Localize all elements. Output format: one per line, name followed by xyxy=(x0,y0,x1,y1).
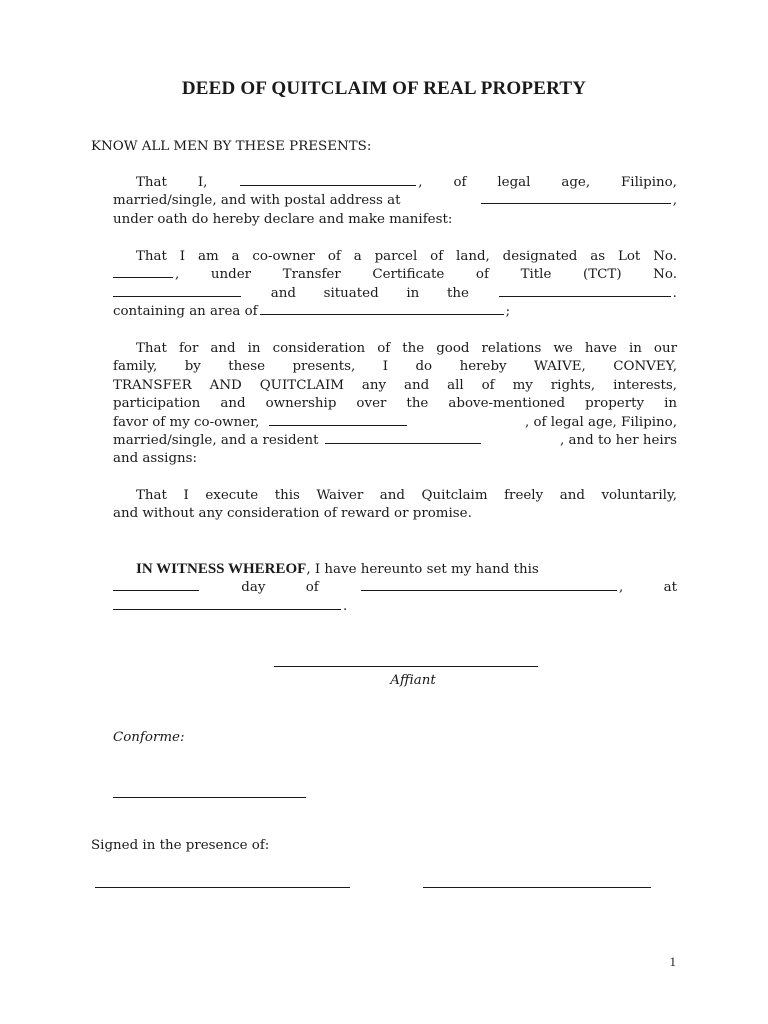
p2-word: of xyxy=(475,267,489,283)
affiant-signature-line xyxy=(274,666,538,667)
location-blank xyxy=(499,285,671,297)
p2-word: and xyxy=(270,285,296,301)
co-owner-name-blank xyxy=(269,414,407,426)
witness-period: . xyxy=(343,598,348,614)
opening-line: KNOW ALL MEN BY THESE PRESENTS: xyxy=(91,139,372,154)
p3-line5a: favor of my co-owner, xyxy=(113,414,260,430)
paragraph-voluntary xyxy=(113,487,677,524)
p2-word: Certificate xyxy=(372,267,445,283)
p1-word: legal xyxy=(497,175,531,190)
witnesses-label: Signed in the presence of: xyxy=(91,838,270,853)
conforme-label: Conforme: xyxy=(113,730,185,745)
p2-word: under xyxy=(210,267,252,283)
document-title: DEED OF QUITCLAIM OF REAL PROPERTY xyxy=(181,78,587,99)
p2-word: the xyxy=(447,285,469,301)
paragraph-witness xyxy=(113,560,677,616)
conforme-signature-line xyxy=(113,797,306,798)
p2-word: situated xyxy=(323,285,379,301)
p3-line7: and assigns: xyxy=(113,451,198,467)
witness-word: day xyxy=(241,580,266,596)
residence-blank xyxy=(325,432,481,444)
p2-word: in xyxy=(406,285,420,301)
paragraph-co-owner xyxy=(113,248,677,322)
p1-comma: , xyxy=(418,175,423,190)
p3-line6b: , and to her heirs xyxy=(560,433,677,449)
witness-word: at xyxy=(663,580,677,596)
p1-word: I, xyxy=(197,175,208,190)
place-blank xyxy=(113,598,341,610)
name-blank xyxy=(240,174,416,186)
witness-signature-line-1 xyxy=(95,887,350,888)
p1-comma: , xyxy=(672,193,677,209)
p4-line1: That I execute this Waiver and Quitclaim freely and voluntarily, xyxy=(136,488,677,503)
p2-word: No. xyxy=(653,267,677,283)
area-blank xyxy=(260,303,504,315)
p1-word: That xyxy=(136,175,167,190)
month-year-blank xyxy=(361,579,617,591)
p2-line4: containing an area of xyxy=(113,304,258,320)
lot-number-blank xyxy=(113,266,173,278)
p2-word: Transfer xyxy=(282,267,341,283)
tct-number-blank xyxy=(113,285,241,297)
witness-comma: , xyxy=(619,580,624,596)
p3-line2: family, by these presents, I do hereby WAIVE, CONVEY, xyxy=(113,359,677,375)
p1-word: age, xyxy=(561,175,591,190)
p1-word: of xyxy=(453,175,467,190)
p3-line6a: married/single, and a resident xyxy=(113,433,319,449)
p3-line4: participation and ownership over the above-mentioned property in xyxy=(113,396,677,412)
paragraph-waiver xyxy=(113,340,677,469)
affiant-label: Affiant xyxy=(390,673,436,688)
p2-semicolon: ; xyxy=(505,304,511,320)
witness-signature-line-2 xyxy=(423,887,651,888)
p2-word: Title xyxy=(520,267,552,283)
witness-word: of xyxy=(305,580,319,596)
postal-address-blank xyxy=(481,192,671,204)
p2-line1: That I am a co-owner of a parcel of land, designated as Lot No. xyxy=(136,249,677,264)
p3-line3: TRANSFER AND QUITCLAIM any and all of my rights, interests, xyxy=(113,377,677,393)
witness-heading: IN WITNESS WHEREOF xyxy=(136,561,307,577)
p2-word: (TCT) xyxy=(582,267,622,283)
page-number: 1 xyxy=(669,954,676,969)
paragraph-declaration xyxy=(113,174,677,229)
witness-text: , I have hereunto set my hand this xyxy=(306,562,539,577)
p3-line5b: , of legal age, Filipino, xyxy=(524,414,677,430)
p1-line2: married/single, and with postal address at xyxy=(113,193,401,209)
p2-period: . xyxy=(672,285,677,301)
p1-line3: under oath do hereby declare and make manifest: xyxy=(113,211,453,227)
p2-comma: , xyxy=(175,267,180,283)
p3-line1: That for and in consideration of the good relations we have in our xyxy=(136,341,677,356)
p1-word: Filipino, xyxy=(621,175,677,190)
p4-line2: and without any consideration of reward or promise. xyxy=(113,506,472,522)
day-blank xyxy=(113,579,199,591)
